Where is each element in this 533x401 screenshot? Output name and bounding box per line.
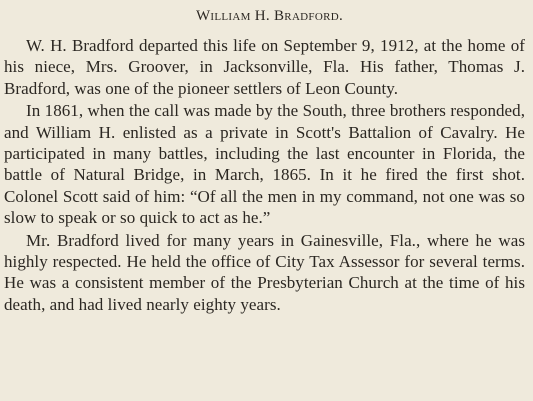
page-title: William H. Bradford. <box>195 8 344 24</box>
paragraph-3: Mr. Bradford lived for many years in Gainesville, Fla., where he was highly respected. He held the office of City Tax Assessor for several terms. He was a consistent member of the Presbyterian Church at the time of his death, and had lived nearly eighty years. <box>4 230 525 314</box>
paragraph-2: In 1861, when the call was made by the South, three brothers responded, and William H. enlisted as a private in Scott's Battalion of Cavalry. He participated in many battles, including the last encounter in Florida, the battle of Natural Bridge, in March, 1865. In it he fired the first shot. Colonel Scott said of him: “Of all the men in my command, not one was so slow to speak or so quick to act as he.” <box>4 101 525 228</box>
paragraph-1: W. H. Bradford departed this life on September 9, 1912, at the home of his niece, Mrs. Groover, in Jacksonville, Fla. His father, Thomas J. Bradford, was one of the pioneer settlers of Leon County. <box>4 36 525 98</box>
